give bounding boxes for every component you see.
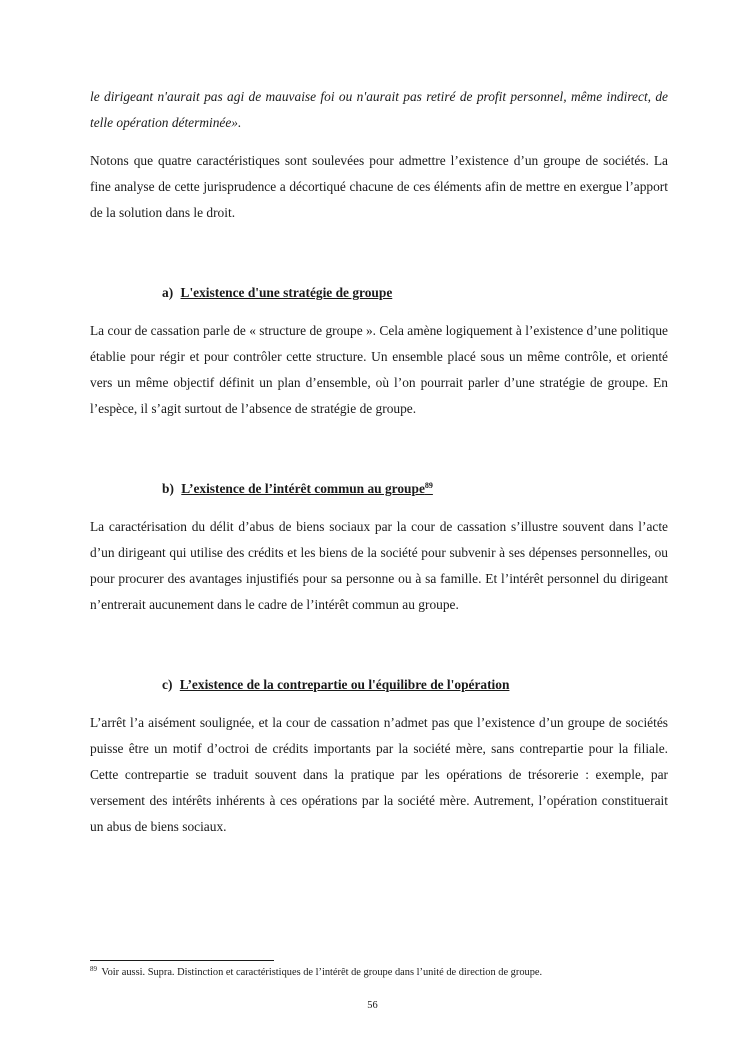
page-number: 56 <box>367 1000 378 1011</box>
section-marker: a) <box>162 285 174 300</box>
section-heading-c <box>162 672 668 698</box>
paragraph-intro: Notons que quatre caractéristiques sont soulevées pour admettre l’existence d’un groupe de sociétés. La fine analyse de cette jurisprudence a décortiqué chacune de ces éléments afin de mettre en exergue l’apport de la solution dans le droit. <box>90 153 668 220</box>
section-body-c: L’arrêt l’a aisément soulignée, et la cour de cassation n’admet pas que l’existence d’un groupe de sociétés puisse être un motif d’octroi de crédits importants par la société mère, sans contrepartie pour la filiale. Cette contrepartie se traduit souvent dans la pratique par les opérations de trésorerie : exemple, par versement des intérêts inhérents à ces opérations par la société mère. Autrement, l’opération constituerait un abus de biens sociaux. <box>90 715 668 834</box>
section-title: L’existence de la contrepartie ou l'équilibre de l'opération <box>179 677 510 692</box>
section-marker: c) <box>162 677 173 692</box>
section-body-a: La cour de cassation parle de « structure de groupe ». Cela amène logiquement à l’existence d’une politique établie pour régir et pour contrôler cette structure. Un ensemble placé sous un même contrôle, et orienté vers un même objectif définit un plan d’ensemble, où l’on pourrait parler d’une stratégie de groupe. En l’espèce, il s’agit surtout de l’absence de stratégie de groupe. <box>90 323 668 416</box>
section-title-text: L’existence de l’intérêt commun au groupe <box>181 481 425 496</box>
section-body-b: La caractérisation du délit d’abus de biens sociaux par la cour de cassation s’illustre souvent dans l’acte d’un dirigeant qui utilise des crédits et les biens de la société pour subvenir à ses dépenses personnelles, ou pour procurer des avantages injustifiés pour sa personne ou à sa famille. Et l’intérêt personnel du dirigeant n’entrerait aucunement dans le cadre de l’intérêt commun au groupe. <box>90 519 668 612</box>
section-heading-a <box>162 280 668 306</box>
footnote-separator <box>90 960 274 961</box>
footnote-number: 89 <box>90 965 97 973</box>
page-body <box>90 84 668 840</box>
footnote-reference[interactable]: 89 <box>424 481 433 490</box>
section-title <box>181 481 433 496</box>
paragraph-continuation: le dirigeant n'aurait pas agi de mauvaise foi ou n'aurait pas retiré de profit personnel, même indirect, de telle opération déterminée». <box>90 89 668 130</box>
section-title: L'existence d'une stratégie de groupe <box>180 285 393 300</box>
section-heading-b <box>162 476 668 502</box>
footnote <box>90 966 690 980</box>
section-marker: b) <box>162 481 174 496</box>
footnote-text: Voir aussi. Supra. Distinction et caractéristiques de l’intérêt de groupe dans l’unité de direction de groupe. <box>99 967 543 978</box>
